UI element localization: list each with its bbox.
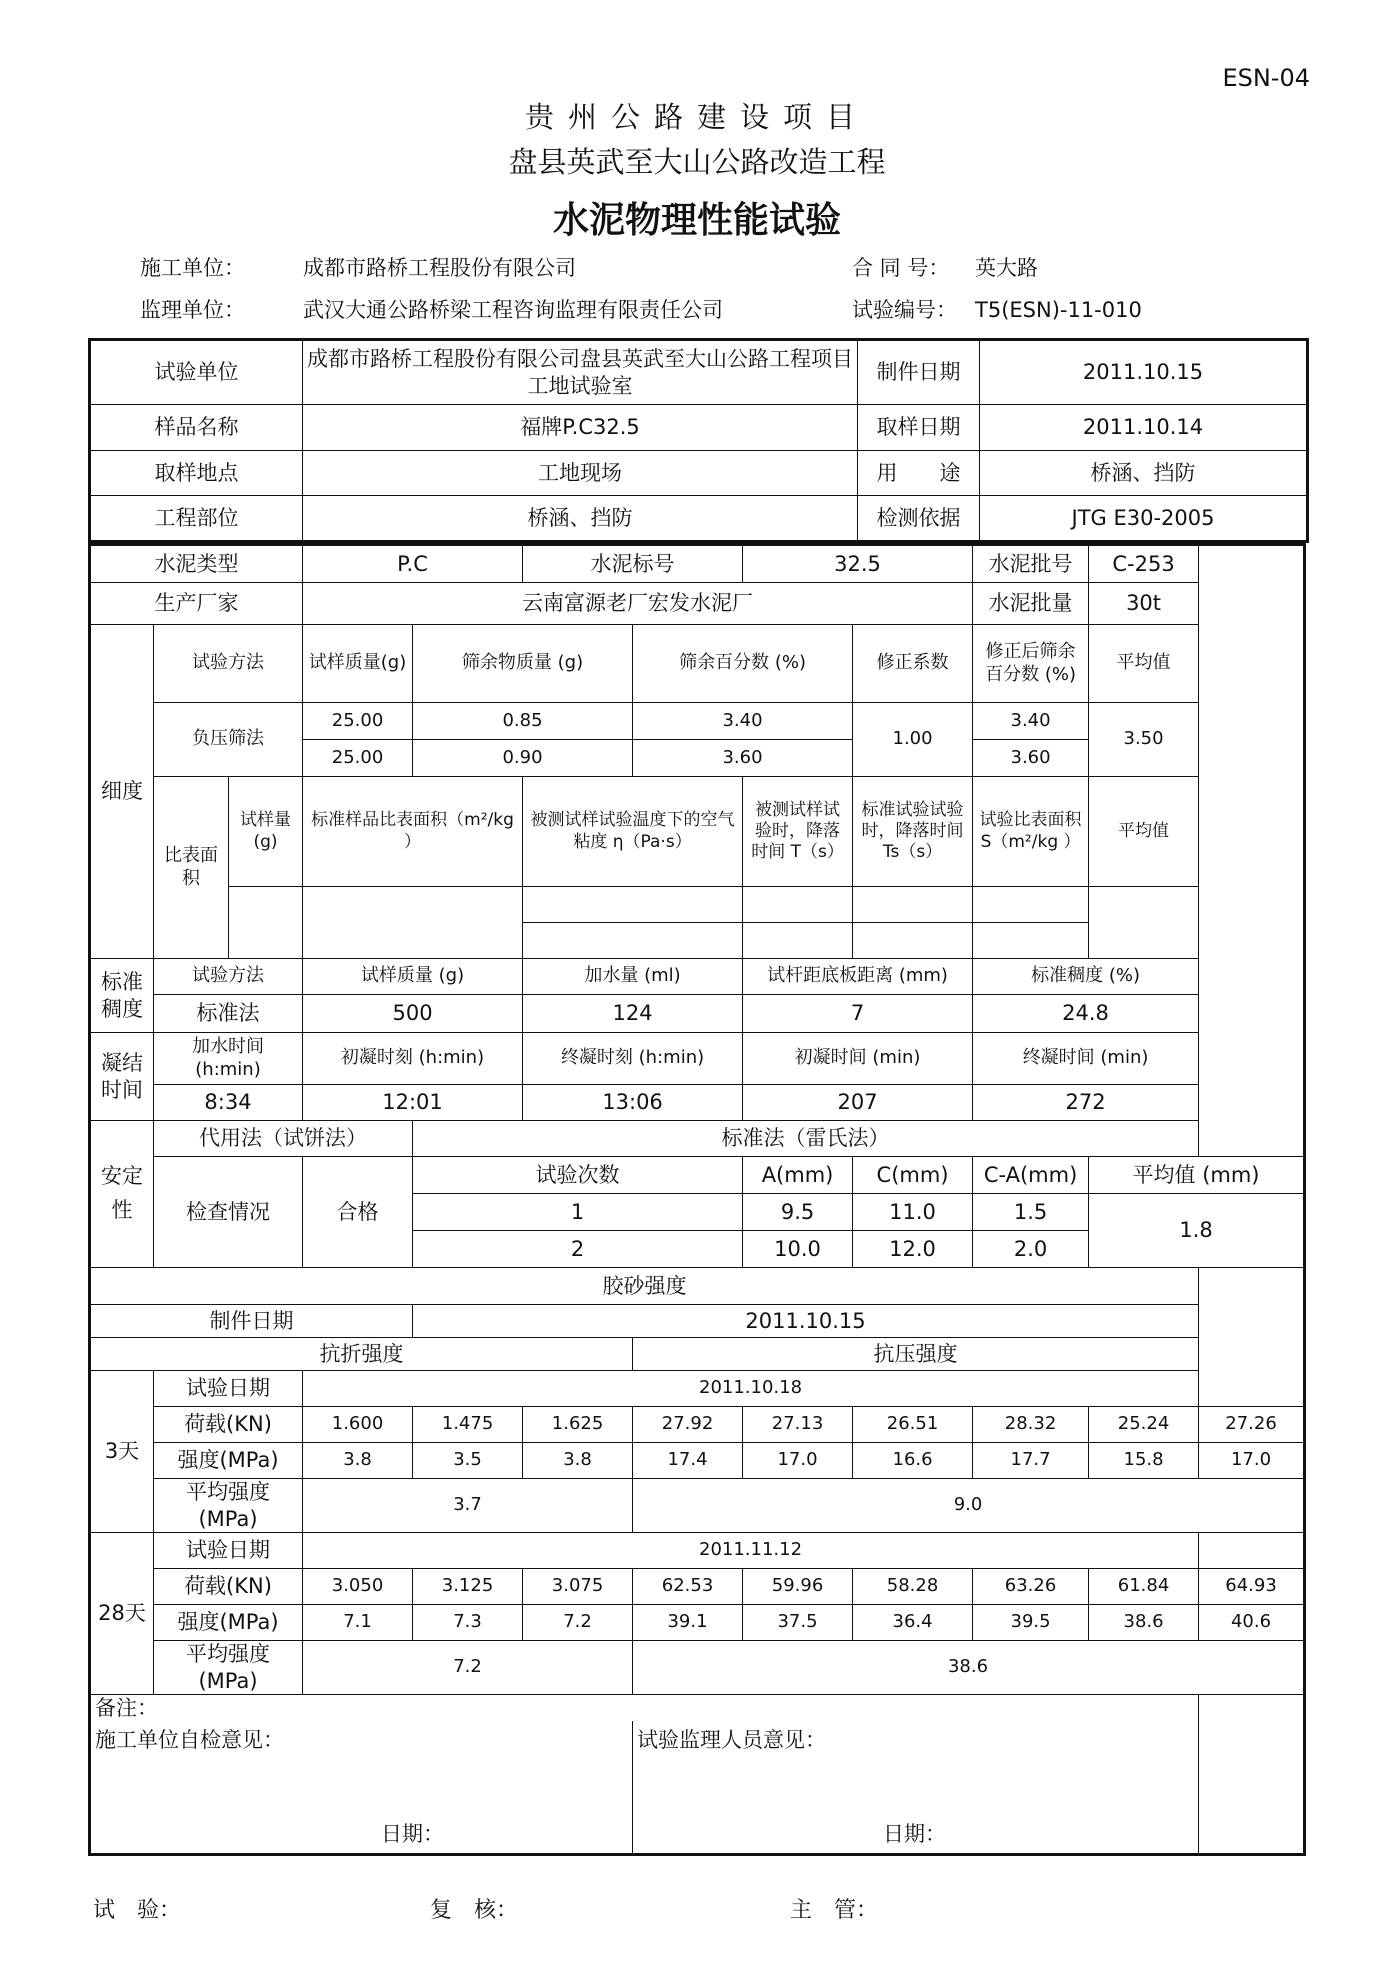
sa-std-cell [303, 887, 523, 959]
strength-3d-4: 17.4 [633, 1443, 743, 1479]
sampling-date-label: 取样日期 [858, 405, 980, 451]
age-28d-label: 28天 [90, 1533, 154, 1695]
soundness-times-header: 试验次数 [413, 1157, 743, 1194]
batch-qty-label: 水泥批量 [973, 583, 1089, 625]
basis-label: 检测依据 [858, 496, 980, 542]
soundness-a-header: A(mm) [743, 1157, 853, 1194]
setting-add-value: 8:34 [154, 1085, 303, 1121]
strength-28d-8: 38.6 [1089, 1605, 1199, 1641]
strength-3d-8: 15.8 [1089, 1443, 1199, 1479]
lab-label: 试验单位 [90, 340, 303, 405]
soundness-check-value: 合格 [303, 1157, 413, 1268]
fineness-coef-header: 修正系数 [853, 625, 973, 703]
sample-name-label: 样品名称 [90, 405, 303, 451]
consistency-water-header: 加水量 (ml) [523, 959, 743, 995]
soundness-c-header: C(mm) [853, 1157, 973, 1194]
supervision-label: 试验监理人员意见： [637, 1728, 827, 1753]
fineness-mass-2: 25.00 [303, 740, 413, 777]
soundness-alt-method: 代用法（试饼法） [154, 1121, 413, 1157]
avg-strength-label-28d: 平均强度(MPa) [154, 1641, 303, 1695]
sa-s-cell-1 [973, 887, 1089, 923]
fineness-section-label: 细度 [90, 625, 154, 959]
part-value: 桥涵、挡防 [303, 496, 858, 542]
cement-batch-value: C-253 [1089, 545, 1199, 583]
consistency-mass-header: 试样质量 (g) [303, 959, 523, 995]
sa-avg-header: 平均值 [1089, 777, 1199, 887]
sampling-date-value: 2011.10.14 [980, 405, 1308, 451]
setting-final-value: 272 [973, 1085, 1199, 1121]
comp-avg-28d: 38.6 [633, 1641, 1305, 1695]
soundness-c-1: 11.0 [853, 1194, 973, 1231]
strength-28d-1: 7.1 [303, 1605, 413, 1641]
setting-section-label: 凝结时间 [90, 1033, 154, 1121]
mortar-make-date-value: 2011.10.15 [413, 1305, 1199, 1338]
sa-visc-cell-1 [523, 887, 743, 923]
surface-area-label: 比表面积 [154, 777, 229, 959]
sa-s-cell-2 [973, 923, 1089, 959]
cement-grade-label: 水泥标号 [523, 545, 743, 583]
remarks-label: 备注： [90, 1695, 1199, 1722]
sa-mass-header: 试样量(g) [229, 777, 303, 887]
test-date-3d: 2011.10.18 [303, 1371, 1199, 1407]
load-3d-3: 1.625 [523, 1407, 633, 1443]
supervisor-label: 监理单位： [140, 298, 245, 322]
mortar-title: 胶砂强度 [90, 1268, 1199, 1305]
fineness-residue-1: 0.85 [413, 703, 633, 740]
setting-final-header: 终凝时间 (min) [973, 1033, 1199, 1085]
test-date-label-3d: 试验日期 [154, 1371, 303, 1407]
setting-init-at-header: 初凝时刻 (h:min) [303, 1033, 523, 1085]
flex-strength-label: 抗折强度 [90, 1338, 633, 1371]
sa-ts-cell-2 [853, 923, 973, 959]
load-3d-2: 1.475 [413, 1407, 523, 1443]
sa-std-header: 标准样品比表面积（m²/kg ） [303, 777, 523, 887]
setting-init-at-value: 12:01 [303, 1085, 523, 1121]
soundness-std-method: 标准法（雷氏法） [413, 1121, 1199, 1157]
soundness-avg-value: 1.8 [1089, 1194, 1305, 1268]
self-check-label: 施工单位自检意见： [95, 1728, 284, 1753]
soundness-ca-1: 1.5 [973, 1194, 1089, 1231]
sa-ts-header: 标准试验试验时，降落时间 Ts（s） [853, 777, 973, 887]
flex-avg-28d: 7.2 [303, 1641, 633, 1695]
comp-avg-3d: 9.0 [633, 1479, 1305, 1533]
setting-final-at-value: 13:06 [523, 1085, 743, 1121]
contract-value: 英大路 [975, 256, 1038, 280]
maker-label: 生产厂家 [90, 583, 303, 625]
self-check-opinion [90, 1721, 633, 1854]
soundness-a-2: 10.0 [743, 1231, 853, 1268]
load-28d-7: 63.26 [973, 1569, 1089, 1605]
test-date-label-28d: 试验日期 [154, 1533, 303, 1569]
strength-label-3d: 强度(MPa) [154, 1443, 303, 1479]
supervision-date-label: 日期： [883, 1821, 947, 1846]
sample-name-value: 福牌P.C32.5 [303, 405, 858, 451]
fineness-avg-header: 平均值 [1089, 625, 1199, 703]
load-28d-4: 62.53 [633, 1569, 743, 1605]
avg-strength-label-3d: 平均强度(MPa) [154, 1479, 303, 1533]
strength-28d-9: 40.6 [1199, 1605, 1305, 1641]
load-28d-6: 58.28 [853, 1569, 973, 1605]
fineness-corr-2: 3.60 [973, 740, 1089, 777]
strength-28d-4: 39.1 [633, 1605, 743, 1641]
setting-init-header: 初凝时间 (min) [743, 1033, 973, 1085]
fineness-pct-1: 3.40 [633, 703, 853, 740]
strength-28d-3: 7.2 [523, 1605, 633, 1641]
strength-label-28d: 强度(MPa) [154, 1605, 303, 1641]
consistency-section-label: 标准稠度 [90, 959, 154, 1033]
strength-3d-7: 17.7 [973, 1443, 1089, 1479]
strength-28d-5: 37.5 [743, 1605, 853, 1641]
sa-t-cell-1 [743, 887, 853, 923]
lab-value: 成都市路桥工程股份有限公司盘县英武至大山公路工程项目工地试验室 [303, 340, 858, 405]
cement-type-value: P.C [303, 545, 523, 583]
fineness-method-value: 负压筛法 [154, 703, 303, 777]
soundness-c-2: 12.0 [853, 1231, 973, 1268]
strength-3d-2: 3.5 [413, 1443, 523, 1479]
place-value: 工地现场 [303, 451, 858, 496]
builder-label: 施工单位： [140, 256, 245, 280]
sa-t-cell-2 [743, 923, 853, 959]
fineness-avg-value: 3.50 [1089, 703, 1199, 777]
road-title: 盘县英武至大山公路改造工程 [508, 145, 886, 179]
load-28d-1: 3.050 [303, 1569, 413, 1605]
consistency-std-value: 24.8 [973, 995, 1199, 1033]
sa-s-header: 试验比表面积S（m²/kg ） [973, 777, 1089, 887]
load-28d-2: 3.125 [413, 1569, 523, 1605]
fineness-method-header: 试验方法 [154, 625, 303, 703]
soundness-n-2: 2 [413, 1231, 743, 1268]
consistency-std-header: 标准稠度 (%) [973, 959, 1199, 995]
strength-3d-5: 17.0 [743, 1443, 853, 1479]
make-date-value: 2011.10.15 [980, 340, 1308, 405]
load-3d-6: 26.51 [853, 1407, 973, 1443]
sa-t-header: 被测试样试验时，降落时间 T（s） [743, 777, 853, 887]
load-28d-5: 59.96 [743, 1569, 853, 1605]
use-value: 桥涵、挡防 [980, 451, 1308, 496]
sample-info-table [88, 338, 1309, 543]
fineness-residue-2: 0.90 [413, 740, 633, 777]
make-date-label: 制件日期 [858, 340, 980, 405]
self-check-date-label: 日期： [381, 1821, 444, 1846]
sa-ts-cell-1 [853, 887, 973, 923]
load-28d-8: 61.84 [1089, 1569, 1199, 1605]
consistency-dist-value: 7 [743, 995, 973, 1033]
consistency-method-value: 标准法 [154, 995, 303, 1033]
tester-label: 试 验： [93, 1898, 182, 1923]
load-3d-1: 1.600 [303, 1407, 413, 1443]
soundness-section-label: 安定性 [90, 1121, 154, 1268]
soundness-check-label: 检查情况 [154, 1157, 303, 1268]
strength-28d-6: 36.4 [853, 1605, 973, 1641]
consistency-dist-header: 试杆距底板距离 (mm) [743, 959, 973, 995]
fineness-pct-header: 筛余百分数 (%) [633, 625, 853, 703]
sa-visc-header: 被测试样试验温度下的空气粘度 η（Pa·s） [523, 777, 743, 887]
contract-label: 合 同 号： [852, 256, 950, 280]
load-28d-3: 3.075 [523, 1569, 633, 1605]
test-no-label: 试验编号： [852, 298, 957, 322]
strength-3d-3: 3.8 [523, 1443, 633, 1479]
sa-mass-cell [229, 887, 303, 959]
fineness-pct-2: 3.60 [633, 740, 853, 777]
part-label: 工程部位 [90, 496, 303, 542]
comp-strength-label: 抗压强度 [633, 1338, 1199, 1371]
load-3d-9: 27.26 [1199, 1407, 1305, 1443]
place-label: 取样地点 [90, 451, 303, 496]
load-3d-4: 27.92 [633, 1407, 743, 1443]
supervision-opinion [633, 1721, 1199, 1854]
consistency-water-value: 124 [523, 995, 743, 1033]
strength-3d-1: 3.8 [303, 1443, 413, 1479]
strength-28d-2: 7.3 [413, 1605, 523, 1641]
soundness-avg-header: 平均值 (mm) [1089, 1157, 1305, 1194]
flex-avg-3d: 3.7 [303, 1479, 633, 1533]
setting-add-header: 加水时间 (h:min) [154, 1033, 303, 1085]
fineness-mass-1: 25.00 [303, 703, 413, 740]
load-3d-8: 25.24 [1089, 1407, 1199, 1443]
soundness-ca-header: C-A(mm) [973, 1157, 1089, 1194]
soundness-a-1: 9.5 [743, 1194, 853, 1231]
cement-type-label: 水泥类型 [90, 545, 303, 583]
manager-label: 主 管： [790, 1898, 879, 1923]
fineness-corr-header: 修正后筛余百分数 (%) [973, 625, 1089, 703]
load-label-28d: 荷载(KN) [154, 1569, 303, 1605]
fineness-mass-header: 试样质量(g) [303, 625, 413, 703]
batch-qty-value: 30t [1089, 583, 1199, 625]
load-label-3d: 荷载(KN) [154, 1407, 303, 1443]
strength-28d-7: 39.5 [973, 1605, 1089, 1641]
reviewer-label: 复 核： [430, 1898, 519, 1923]
consistency-mass-value: 500 [303, 995, 523, 1033]
fineness-coef-value: 1.00 [853, 703, 973, 777]
maker-value: 云南富源老厂宏发水泥厂 [303, 583, 973, 625]
cement-batch-label: 水泥批号 [973, 545, 1089, 583]
test-no-value: T5(ESN)-11-010 [975, 298, 1142, 322]
strength-3d-9: 17.0 [1199, 1443, 1305, 1479]
basis-value: JTG E30-2005 [980, 496, 1308, 542]
report-title: 水泥物理性能试验 [552, 200, 841, 241]
test-date-28d: 2011.11.12 [303, 1533, 1199, 1569]
test-results-table [88, 543, 1306, 1856]
project-title: 贵州公路建设项目 [524, 100, 869, 134]
load-28d-9: 64.93 [1199, 1569, 1305, 1605]
use-label: 用 途 [858, 451, 980, 496]
document-code: ESN-04 [1222, 64, 1310, 92]
load-3d-5: 27.13 [743, 1407, 853, 1443]
soundness-n-1: 1 [413, 1194, 743, 1231]
consistency-method-header: 试验方法 [154, 959, 303, 995]
cement-grade-value: 32.5 [743, 545, 973, 583]
sa-avg-cell [1089, 887, 1199, 959]
load-3d-7: 28.32 [973, 1407, 1089, 1443]
sa-visc-cell-2 [523, 923, 743, 959]
setting-init-value: 207 [743, 1085, 973, 1121]
age-3d-label: 3天 [90, 1371, 154, 1533]
mortar-make-date-label: 制件日期 [90, 1305, 413, 1338]
supervisor-value: 武汉大通公路桥梁工程咨询监理有限责任公司 [303, 298, 723, 322]
fineness-residue-header: 筛余物质量 (g) [413, 625, 633, 703]
fineness-corr-1: 3.40 [973, 703, 1089, 740]
strength-3d-6: 16.6 [853, 1443, 973, 1479]
setting-final-at-header: 终凝时刻 (h:min) [523, 1033, 743, 1085]
soundness-ca-2: 2.0 [973, 1231, 1089, 1268]
builder-value: 成都市路桥工程股份有限公司 [303, 256, 576, 280]
